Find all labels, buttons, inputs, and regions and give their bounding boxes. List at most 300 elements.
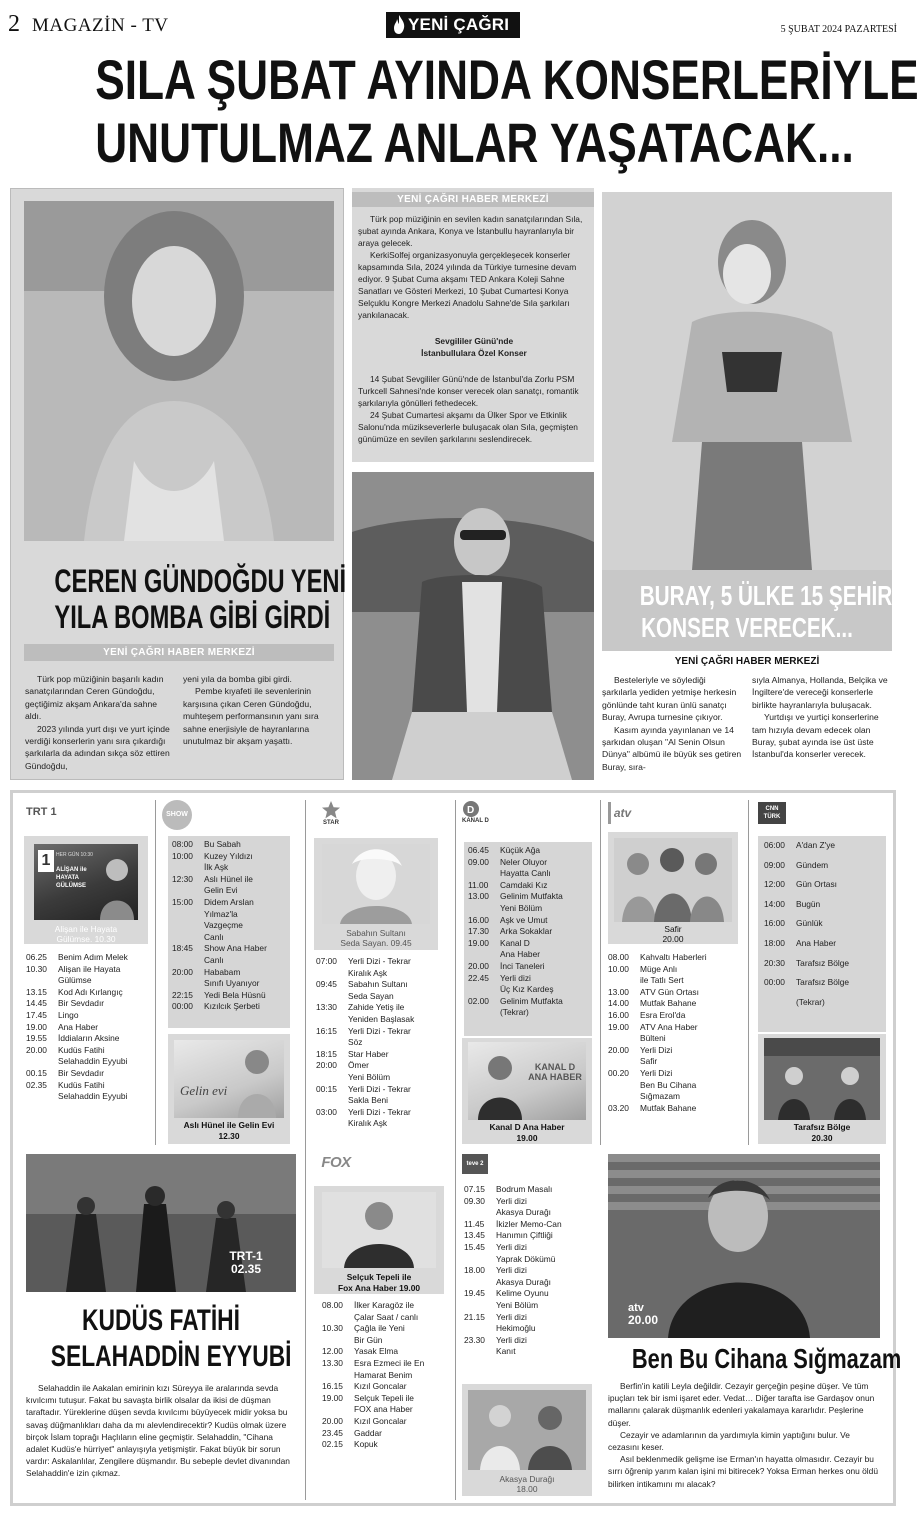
kanald-schedule [464,842,592,1036]
schedule-program: İddiaların Aksine [58,1033,120,1044]
schedule-row [464,1242,596,1254]
schedule-program: Gülümse [58,975,92,986]
person-silhouette-icon [476,1052,524,1120]
schedule-time: 15.45 [464,1241,485,1252]
atv-promo-photo [614,838,732,922]
schedule-time: 20.00 [468,960,489,971]
schedule-program: Mutfak Bahane [640,1102,697,1113]
schedule-row [26,964,152,976]
schedule-program: Gündem [796,859,829,870]
schedule-time [172,885,204,897]
schedule-row [608,1033,744,1045]
schedule-row [26,1056,152,1068]
schedule-program: Ben Bu Cihana [640,1079,697,1090]
schedule-row [172,1001,286,1013]
schedule-program: Çalar Saat / canlı [354,1311,419,1322]
schedule-row [764,860,880,872]
schedule-row [26,998,152,1010]
schedule-program: Alişan ile Hayata [58,963,121,974]
schedule-program: Sabahın Sultanı [348,979,408,990]
headline-line2: UNUTULMAZ ANLAR YAŞATACAK... [95,111,854,174]
schedule-row [468,996,588,1008]
schedule-time: 00:15 [316,1083,337,1094]
kudus-body-text: Selahaddin ile Aakalan emirinin kızı Süreyya ile aralarında sevda kıvılcımı tutuşur. Fakat bu savaşta birlik olsalar da ikisi de düşman taraftadır. Yüreklerine düşen sevda kıvılcımı büyüyecek midir yoksa bu savaş düğmanlıkları daha da mı alevlendirecektir? Kudüs olmak üzere birçok İslam toprağı Haçlıların eline geçmiştir. Selahaddin, "Cihana adalet Kudüs'e hürriyet" anlayışıyla yetişmiştir. Fakat büyük bir sorun vardır: Askalanlılar, Zengilere düşmandır. Bu sebeple devlet divanından Selahaddin'e izin çıkmaz. [26,1383,290,1479]
schedule-time: 09:00 [764,859,785,870]
schedule-row [464,1196,596,1208]
schedule-row [322,1312,450,1324]
ceren-photo-art [24,201,334,541]
schedule-program: Camdaki Kız [500,879,548,890]
schedule-row [172,885,286,897]
benbu-p1: Berfin'in katili Leyla değildir. Cezayir gerçeğin peşine düşer. Ve tüm ipuçları tek bir ismi işaret eder. Vedat… Diğer tarafta ise Gardaşov onun mallarını çalarak düşmanlık edenleri yakalamaya kararlıdır. Peşlerine düşer. [608,1381,875,1428]
schedule-row [172,932,286,944]
kudus-title-line1: KUDÜS FATİHİ [82,1304,240,1337]
schedule-program: Kızıl Goncalar [354,1381,407,1392]
schedule-program: Yerli dizi [500,972,531,983]
schedule-time: 08.00 [608,952,629,962]
atv-schedule [608,952,744,1114]
schedule-time [172,932,204,944]
schedule-program: Yerli dizi [496,1195,527,1206]
schedule-time: 23.30 [464,1334,485,1345]
schedule-program: Yerli dizi [496,1241,527,1252]
schedule-time: 10.30 [322,1323,343,1334]
schedule-time [316,1037,348,1049]
schedule-time: 20.00 [322,1415,343,1426]
schedule-program: Safir [640,1056,658,1067]
show-caption-2: 12.30 [218,1131,240,1141]
star-promo [314,838,438,950]
schedule-program: Bodrum Masalı [496,1184,553,1194]
schedule-row [322,1416,450,1428]
fox-caption-2: Fox Ana Haber 19.00 [337,1283,421,1293]
schedule-row [608,1022,744,1034]
schedule-time: 06.45 [468,845,489,855]
schedule-row [316,1072,446,1084]
schedule-program: ATV Gün Ortası [640,986,699,997]
schedule-time: 09.30 [464,1195,485,1206]
schedule-row [26,1022,152,1034]
schedule-program: Çağla ile Yeni [354,1323,405,1334]
schedule-program: Kod Adı Kırlangıç [58,986,123,997]
schedule-row [316,968,446,980]
schedule-program: İkizler Memo-Can [496,1218,562,1229]
schedule-program: Hekimoğlu [496,1323,536,1334]
schedule-time [316,1095,348,1107]
schedule-program: ATV Ana Haber [640,1021,698,1032]
schedule-row [316,1060,446,1072]
benbu-photo-label-2: 20.00 [628,1313,659,1327]
schedule-time [464,1323,496,1335]
schedule-program: Yerli Dizi [640,1067,673,1078]
fox-schedule [322,1300,450,1451]
schedule-program: ile Tatlı Sert [640,975,684,986]
schedule-time: 20:00 [172,966,193,977]
flame-icon [392,15,406,35]
atv-logo: atv [608,802,634,824]
schedule-program: Selçuk Tepeli ile [354,1392,414,1403]
schedule-program: Benim Adım Melek [58,952,128,962]
schedule-program: Selahaddin Eyyubi [58,1091,128,1102]
schedule-time [172,978,204,990]
schedule-program: Bir Sevdadır [58,998,105,1009]
schedule-program: Kızılcık Şerbeti [204,1001,260,1012]
schedule-time: 00.20 [608,1067,629,1078]
schedule-time [316,1072,348,1084]
schedule-program: Yerli Dizi - Tekrar [348,1106,411,1117]
sila-article [352,188,594,462]
schedule-time [322,1335,354,1347]
schedule-program: Kuzey Yıldızı [204,850,253,861]
schedule-program: Yerli dizi [496,1311,527,1322]
schedule-program: Yerli Dizi - Tekrar [348,956,411,966]
schedule-time: 06.25 [26,952,47,962]
schedule-program: Yılmaz'la [204,908,238,919]
schedule-program: Ana Haber [58,1021,99,1032]
schedule-time [464,1346,496,1358]
schedule-row [468,903,588,915]
schedule-program: Aslı Hünel ile [204,873,253,884]
schedule-time: 21.15 [464,1311,485,1322]
schedule-time: 19.55 [26,1033,47,1044]
buray-col1-p2: Kasım ayında yayınlanan ve 14 şarkıdan oluşan "Al Senin Olsun Dünya" albümü ile büyük ses getiren Buray, sıra- [602,724,742,772]
schedule-time [608,975,640,987]
schedule-program: Gelin Evi [204,885,238,896]
schedule-time [468,949,500,961]
schedule-program: Üç Kız Kardeş [500,984,554,995]
schedule-program: Kanal D [500,937,530,948]
schedule-row [468,984,588,996]
sila-agency: YENİ ÇAĞRI HABER MERKEZİ [352,192,594,207]
schedule-row [322,1300,450,1312]
schedule-time: 16.00 [468,914,489,925]
schedule-program: Akasya Durağı [496,1276,551,1287]
schedule-time: 03.20 [608,1102,629,1113]
schedule-row [764,879,880,891]
schedule-time: 20:30 [764,957,785,968]
schedule-program: Show Ana Haber [204,943,267,954]
schedule-program: Kudüs Fatihi [58,1044,105,1055]
sila-p3: 14 Şubat Sevgililer Günü'nde de İstanbul'da Zorlu PSM Turkcell Sahnesi'nde konser verecek olan sanatçı, romantik şarkılarıyla gönülleri fethedecek. [358,374,579,408]
show-caption-1: Aslı Hünel ile Gelin Evi [183,1120,275,1130]
schedule-time [322,1370,354,1382]
schedule-program: Tarafsız Bölge [796,957,850,968]
schedule-time: 19.00 [26,1021,47,1032]
schedule-row [322,1346,450,1358]
schedule-time [316,991,348,1003]
schedule-program: Yerli dizi [496,1334,527,1345]
schedule-program: Yasak Elma [354,1346,399,1357]
buray-agency: YENİ ÇAĞRI HABER MERKEZİ [674,656,820,667]
star-caption-1: Sabahın Sultanı [346,928,406,938]
people-group-icon [468,1390,586,1470]
schedule-row [322,1404,450,1416]
schedule-time: 17.30 [468,926,489,937]
schedule-program: A'dan Z'ye [796,840,836,850]
schedule-row [316,991,446,1003]
schedule-program: Zahide Yetiş ile [348,1002,405,1013]
schedule-time: 02.00 [468,995,489,1006]
schedule-row [464,1219,596,1231]
schedule-row [468,926,588,938]
schedule-program: Akasya Durağı [496,1207,551,1218]
headline-line2-wrap [0,113,907,173]
schedule-row [172,990,286,1002]
schedule-time [608,1033,640,1045]
schedule-time: 14:00 [764,898,785,909]
schedule-program: Mutfak Bahane [640,998,697,1009]
schedule-row [764,918,880,930]
schedule-row [172,978,286,990]
schedule-time: 22:15 [172,989,193,1000]
schedule-time [468,1007,500,1019]
schedule-time: 13.45 [464,1230,485,1241]
schedule-time [172,862,204,874]
tv-divider [748,800,749,1145]
star-logo: STAR [316,800,346,830]
buray-photo [352,472,594,780]
ceren-col1-p2: 2023 yılında yurt dışı ve yurt içinde verdiği konserlerin yanı sıra çıkardığı şarkılarla da adından sıkça söz ettiren Gündoğdu, [25,723,170,771]
buray-title-box [602,570,921,651]
panel-guests-icon [764,1038,880,1120]
schedule-time [608,1056,640,1068]
schedule-row [26,1045,152,1057]
schedule-program: Gün Ortası [796,879,837,890]
schedule-row [316,1095,446,1107]
schedule-row [464,1346,596,1358]
schedule-row [468,880,588,892]
schedule-row [764,840,880,852]
schedule-row [172,862,286,874]
schedule-program: Gelinim Mutfakta [500,995,563,1006]
schedule-row [172,955,286,967]
schedule-program: Ana Haber [796,937,837,948]
schedule-time [764,997,796,1009]
schedule-time [468,903,500,915]
schedule-time [608,1091,640,1103]
schedule-program: Hayatta Canlı [500,868,551,879]
ceren-article [10,188,347,780]
schedule-row [764,938,880,950]
kudus-photo-label-1: TRT-1 [229,1249,263,1263]
schedule-row [26,1068,152,1080]
schedule-row [464,1184,596,1196]
schedule-row [26,975,152,987]
schedule-program: Sakla Beni [348,1095,389,1106]
newspaper-logo [386,12,520,38]
ceren-title-line2: YILA BOMBA GİBİ GİRDİ [54,599,331,635]
schedule-program: Vazgeçme [204,920,243,931]
ceren-agency: YENİ ÇAĞRI HABER MERKEZİ [24,644,334,661]
person-silhouette-icon [236,1046,278,1118]
schedule-row [316,1002,446,1014]
schedule-time [172,920,204,932]
sila-photo [602,192,892,570]
sila-subhead-1: Sevgililer Günü'nde [434,336,514,346]
schedule-row [464,1277,596,1289]
fox-promo [314,1186,444,1294]
schedule-time: 02.35 [26,1079,47,1090]
schedule-program: Neler Oluyor [500,856,548,867]
schedule-row [468,938,588,950]
trt1-caption-2: Gülümse. 10.30 [56,934,116,944]
benbu-p2: Cezayir ve adamlarının da yardımıyla kimin yaptığını bulur. Ve cezasını keser. [608,1429,850,1453]
schedule-time: 00:00 [764,977,785,988]
schedule-time [464,1300,496,1312]
tv-divider [305,800,306,1500]
ceren-col2-p1: yeni yıla da bomba gibi girdi. [183,674,292,684]
schedule-program: Arka Sokaklar [500,926,553,937]
schedule-time: 08:00 [172,839,193,849]
schedule-row [322,1393,450,1405]
schedule-time: 16.15 [322,1381,343,1392]
schedule-program: Yaprak Dökümü [496,1253,556,1264]
star-promo-photo [322,844,430,924]
fox-logo: FOX [321,1154,351,1171]
schedule-time: 19.45 [464,1288,485,1299]
schedule-program: Esra Ezmeci ile En [354,1357,425,1368]
schedule-row [468,1007,588,1019]
schedule-program: Kelime Oyunu [496,1288,549,1299]
schedule-row [316,956,446,968]
schedule-program: Küçük Ağa [500,845,541,855]
schedule-program: Yerli Dizi - Tekrar [348,1083,411,1094]
schedule-program: Yerli Dizi [640,1044,673,1055]
page-number: 2 [8,11,20,37]
kanald-d-icon [462,800,480,818]
show-schedule [168,836,290,1028]
schedule-row [608,952,744,964]
star-caption-2: Seda Sayan. 09.45 [340,938,412,948]
kanald-caption-1: Kanal D Ana Haber [489,1122,565,1132]
buray-title-line2: KONSER VERECEK... [641,612,853,643]
schedule-program: Müge Anlı [640,963,678,974]
schedule-program: Ömer [348,1060,369,1071]
schedule-row [322,1370,450,1382]
schedule-program: Esra Erol'da [640,1009,686,1020]
tv-divider [155,800,156,1145]
schedule-time [468,868,500,880]
schedule-row [764,997,880,1009]
schedule-program: Yeniden Başlasak [348,1013,415,1024]
schedule-row [316,1026,446,1038]
cnn-caption-2: 20.30 [811,1133,833,1143]
schedule-program: Canlı [204,931,224,942]
schedule-program: (Tekrar) [796,996,825,1007]
schedule-program: Sığmazam [640,1091,681,1102]
schedule-time: 14.00 [608,998,629,1009]
schedule-row [316,1037,446,1049]
sila-body [358,213,590,445]
schedule-program: İlker Karagöz ile [354,1300,415,1310]
issue-date: 5 ŞUBAT 2024 PAZARTESİ [780,24,897,35]
schedule-program: Bülteni [640,1033,666,1044]
trt1-logo: TRT 1 [26,806,57,818]
schedule-row [608,1080,744,1092]
schedule-row [764,899,880,911]
schedule-time [316,968,348,980]
schedule-program: İnci Taneleri [500,960,545,971]
schedule-time: 02.15 [322,1439,343,1450]
schedule-time: 11.45 [464,1218,485,1229]
buray-col2 [752,674,892,761]
schedule-row [764,977,880,989]
schedule-time [172,909,204,921]
person-silhouette-icon [98,854,136,920]
trt1-promo-small: HER GÜN 10:30 [56,852,93,858]
schedule-row [608,1091,744,1103]
schedule-row [26,1033,152,1045]
schedule-row [464,1300,596,1312]
schedule-program: Yedi Bela Hüsnü [204,989,266,1000]
schedule-row [322,1358,450,1370]
ceren-col1 [25,673,173,772]
schedule-row [608,1068,744,1080]
schedule-row [468,845,588,857]
schedule-row [322,1439,450,1451]
schedule-program: Tarafsız Bölge [796,977,850,988]
schedule-program: Kızıl Goncalar [354,1415,407,1426]
schedule-time: 12:00 [764,879,785,890]
schedule-program: Didem Arslan [204,896,254,907]
trt1-promo-title: ALİŞAN ile HAYATA GÜLÜMSE [56,867,87,889]
schedule-time [322,1312,354,1324]
trt1-schedule [26,952,152,1103]
schedule-row [316,1118,446,1130]
trt1-badge: 1 [38,850,54,872]
sila-photo-art [602,192,892,570]
schedule-program: Ana Haber [500,949,541,960]
schedule-time: 14.45 [26,998,47,1009]
schedule-row [26,1010,152,1022]
schedule-row [468,857,588,869]
schedule-program: Star Haber [348,1048,389,1059]
person-silhouette-icon [322,844,430,924]
schedule-row [172,967,286,979]
schedule-time: 10.00 [608,963,629,974]
schedule-row [608,1056,744,1068]
schedule-row [26,1091,152,1103]
kanald-promo [462,1038,592,1144]
schedule-row [468,961,588,973]
atv-caption-2: 20.00 [662,934,684,944]
schedule-time: 20.00 [26,1044,47,1055]
schedule-time: 19.00 [322,1392,343,1403]
schedule-program: Hababam [204,966,241,977]
buray-col1-p1: Besteleriyle ve söylediği şarkılarla yediden yetmişe herkesin gönlünde taht kuran ünlü sanatçı Buray, Avrupa turnesine çıkıyor. [602,675,737,723]
show-promo-title: Gelin evi [180,1083,228,1098]
schedule-time: 10.30 [26,963,47,974]
tv2-promo-photo [468,1390,586,1470]
schedule-program: Gaddar [354,1427,382,1438]
schedule-row [464,1335,596,1347]
schedule-row [322,1428,450,1440]
schedule-time: 15:00 [172,896,193,907]
kanald-promo-photo [468,1042,586,1120]
schedule-program: Bugün [796,898,821,909]
schedule-time: 07:00 [316,956,337,966]
trt1-caption-1: Alişan ile Hayata [54,924,118,934]
schedule-time: 00:00 [172,1001,193,1012]
schedule-row [464,1207,596,1219]
schedule-time [608,1080,640,1092]
schedule-time: 03:00 [316,1106,337,1117]
schedule-row [464,1323,596,1335]
schedule-program: Söz [348,1037,363,1048]
schedule-time: 16:15 [316,1025,337,1036]
schedule-time: 18.00 [464,1265,485,1276]
benbu-photo [608,1154,880,1338]
